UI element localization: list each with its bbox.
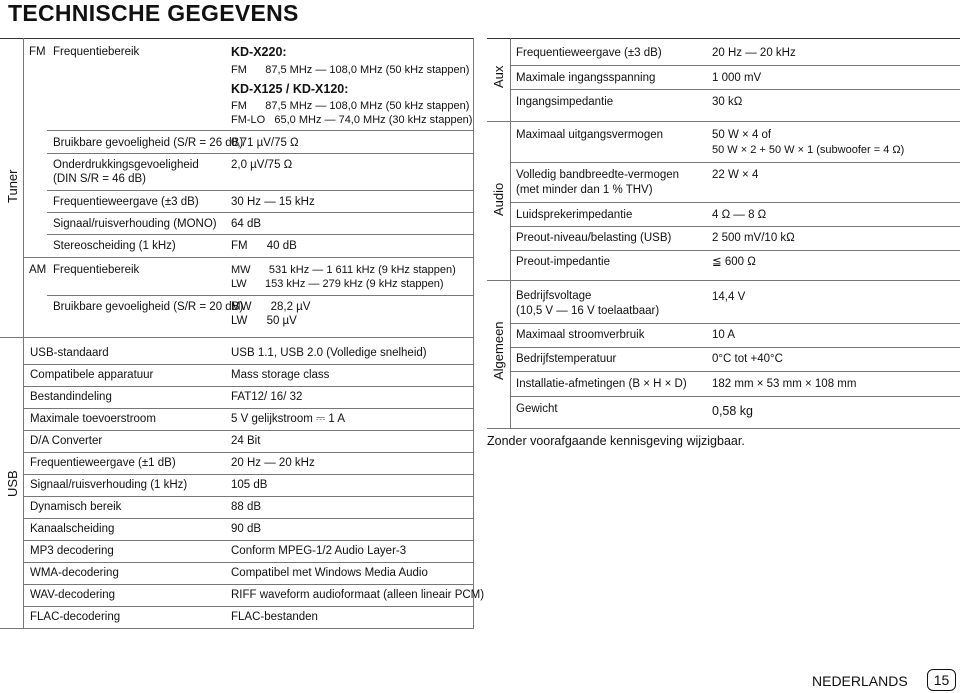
spec-value: FAT12/ 16/ 32 (231, 391, 303, 403)
spec-value: 50 W × 4 of (712, 129, 772, 141)
spec-label: Bedrijfstemperatuur (516, 353, 617, 365)
am-mw-range: MW 531 kHz — 1 611 kHz (9 kHz stappen) (231, 264, 456, 276)
row-divider (23, 364, 473, 365)
row-divider (23, 540, 473, 541)
am-frequency-label: Frequentiebereik (53, 264, 140, 276)
spec-label-line2: (met minder dan 1 % THV) (516, 184, 653, 196)
spec-value: 182 mm × 53 mm × 108 mm (712, 378, 857, 390)
spec-label: Dynamisch bereik (30, 501, 122, 513)
row-divider (510, 65, 960, 66)
spec-value: 105 dB (231, 479, 268, 491)
spec-value: Compatibel met Windows Media Audio (231, 567, 428, 579)
spec-label: WAV-decodering (30, 589, 116, 601)
spec-label: Installatie-afmetingen (B × H × D) (516, 378, 687, 390)
spec-value: 30 kΩ (712, 96, 743, 108)
row-divider (23, 584, 473, 585)
spec-value: 20 Hz — 20 kHz (712, 47, 796, 59)
center-divider (473, 38, 474, 629)
spec-value: USB 1.1, USB 2.0 (Volledige snelheid) (231, 347, 427, 359)
spec-label: Maximaal stroomverbruik (516, 329, 645, 341)
audio-section-label: Audio (491, 182, 506, 216)
spec-value: LW 50 µV (231, 315, 297, 327)
spec-value: 20 Hz — 20 kHz (231, 457, 315, 469)
spec-label: USB-standaard (30, 347, 109, 359)
table-top-border (487, 38, 960, 39)
row-divider (23, 257, 473, 258)
spec-value: 0,58 kg (712, 404, 754, 418)
footer-language: NEDERLANDS (812, 673, 908, 689)
table-bottom-border (487, 428, 960, 429)
spec-label: D/A Converter (30, 435, 103, 447)
row-divider (47, 153, 473, 154)
spec-label: Kanaalscheiding (30, 523, 115, 535)
spec-label: Compatibele apparatuur (30, 369, 154, 381)
spec-value: 4 Ω — 8 Ω (712, 209, 767, 221)
spec-label: Stereoscheiding (1 kHz) (53, 240, 176, 252)
footnote: Zonder voorafgaande kennisgeving wijzigbaar. (487, 434, 745, 448)
spec-value: 24 Bit (231, 435, 261, 447)
spec-label: Maximale toevoerstroom (30, 413, 156, 425)
row-divider (47, 190, 473, 191)
section-divider (487, 280, 960, 281)
spec-label-line2: (10,5 V — 16 V toelaatbaar) (516, 305, 660, 317)
am-band-label: AM (29, 264, 47, 276)
tuner-section-label: Tuner (5, 169, 20, 203)
spec-label: Frequentieweergave (±1 dB) (30, 457, 176, 469)
row-divider (47, 234, 473, 235)
spec-value: FLAC-bestanden (231, 611, 318, 623)
spec-value: RIFF waveform audioformaat (alleen lineair PCM) (231, 589, 485, 601)
model-kd-x220-fm-range: FM 87,5 MHz — 108,0 MHz (50 kHz stappen) (231, 64, 470, 76)
spec-label: Luidsprekerimpedantie (516, 209, 633, 221)
row-divider (510, 396, 960, 397)
spec-value: 2 500 mV/10 kΩ (712, 232, 795, 244)
spec-label: Bedrijfsvoltage (516, 290, 592, 302)
row-divider (510, 323, 960, 324)
spec-label: MP3 decodering (30, 545, 114, 557)
model-kd-x125-x120: KD-X125 / KD-X120: (231, 82, 349, 96)
row-divider (23, 474, 473, 475)
spec-value-line2: 50 W × 2 + 50 W × 1 (subwoofer = 4 Ω) (712, 144, 905, 156)
spec-value: Mass storage class (231, 369, 330, 381)
spec-label: Frequentieweergave (±3 dB) (53, 196, 199, 208)
row-divider (510, 371, 960, 372)
am-lw-range: LW 153 kHz — 279 kHz (9 kHz stappen) (231, 278, 444, 290)
spec-label: Preout-impedantie (516, 256, 610, 268)
spec-value: 64 dB (231, 218, 262, 230)
row-divider (23, 606, 473, 607)
row-divider (23, 562, 473, 563)
spec-value: Conform MPEG-1/2 Audio Layer-3 (231, 545, 407, 557)
row-divider (510, 226, 960, 227)
row-divider (47, 295, 473, 296)
spec-label: Volledig bandbreedte-vermogen (516, 169, 680, 181)
spec-value: 5 V gelijkstroom ⎓ 1 A (231, 413, 346, 425)
row-divider (23, 496, 473, 497)
row-divider (510, 250, 960, 251)
spec-value: 0°C tot +40°C (712, 353, 783, 365)
spec-label: Onderdrukkingsgevoeligheid (53, 159, 199, 171)
usb-section-label: USB (5, 470, 20, 497)
algemeen-section-label: Algemeen (491, 321, 506, 380)
spec-label: Bestandindeling (30, 391, 112, 403)
spec-value: 1 000 mV (712, 72, 762, 84)
section-divider (0, 337, 473, 338)
spec-label: Gewicht (516, 403, 558, 415)
row-divider (23, 452, 473, 453)
row-divider (23, 430, 473, 431)
spec-value: 14,4 V (712, 291, 746, 303)
model-kd-x220: KD-X220: (231, 45, 287, 59)
spec-value: 90 dB (231, 523, 262, 535)
row-divider (47, 130, 473, 131)
spec-value: 22 W × 4 (712, 169, 759, 181)
row-divider (47, 212, 473, 213)
spec-value: 30 Hz — 15 kHz (231, 196, 315, 208)
model-kd-x125-fmlo-range: FM-LO 65,0 MHz — 74,0 MHz (30 kHz stappen) (231, 114, 473, 126)
row-divider (23, 518, 473, 519)
row-divider (23, 386, 473, 387)
row-divider (23, 408, 473, 409)
fm-band-label: FM (29, 46, 46, 58)
spec-value: 0,71 µV/75 Ω (231, 137, 299, 149)
spec-value: 88 dB (231, 501, 262, 513)
spec-label: Frequentieweergave (±3 dB) (516, 47, 662, 59)
row-divider (510, 89, 960, 90)
spec-label: FLAC-decodering (30, 611, 121, 623)
row-divider (510, 347, 960, 348)
table-bottom-border (0, 628, 473, 629)
section-divider (487, 121, 960, 122)
spec-label: Preout-niveau/belasting (USB) (516, 232, 672, 244)
model-kd-x125-fm-range: FM 87,5 MHz — 108,0 MHz (50 kHz stappen) (231, 100, 470, 112)
spec-label: Bruikbare gevoeligheid (S/R = 26 dB) (53, 137, 244, 149)
fm-frequency-label: Frequentiebereik (53, 46, 140, 58)
spec-value: MW 28,2 µV (231, 301, 311, 313)
table-top-border (0, 38, 473, 39)
spec-label: WMA-decodering (30, 567, 119, 579)
spec-label: Signaal/ruisverhouding (MONO) (53, 218, 217, 230)
spec-label-line2: (DIN S/R = 46 dB) (53, 173, 146, 185)
spec-label: Bruikbare gevoeligheid (S/R = 20 dB) (53, 301, 244, 313)
spec-value: 2,0 µV/75 Ω (231, 159, 293, 171)
spec-label: Maximaal uitgangsvermogen (516, 129, 664, 141)
aux-section-label: Aux (491, 65, 506, 88)
spec-label: Signaal/ruisverhouding (1 kHz) (30, 479, 188, 491)
spec-label: Ingangsimpedantie (516, 96, 614, 108)
spec-value: FM 40 dB (231, 240, 297, 252)
row-divider (510, 202, 960, 203)
page-number: 15 (927, 669, 956, 691)
row-divider (510, 162, 960, 163)
spec-label: Maximale ingangsspanning (516, 72, 656, 84)
spec-value: ≦ 600 Ω (712, 256, 756, 268)
page-title: TECHNISCHE GEGEVENS (8, 0, 299, 26)
spec-value: 10 A (712, 329, 736, 341)
